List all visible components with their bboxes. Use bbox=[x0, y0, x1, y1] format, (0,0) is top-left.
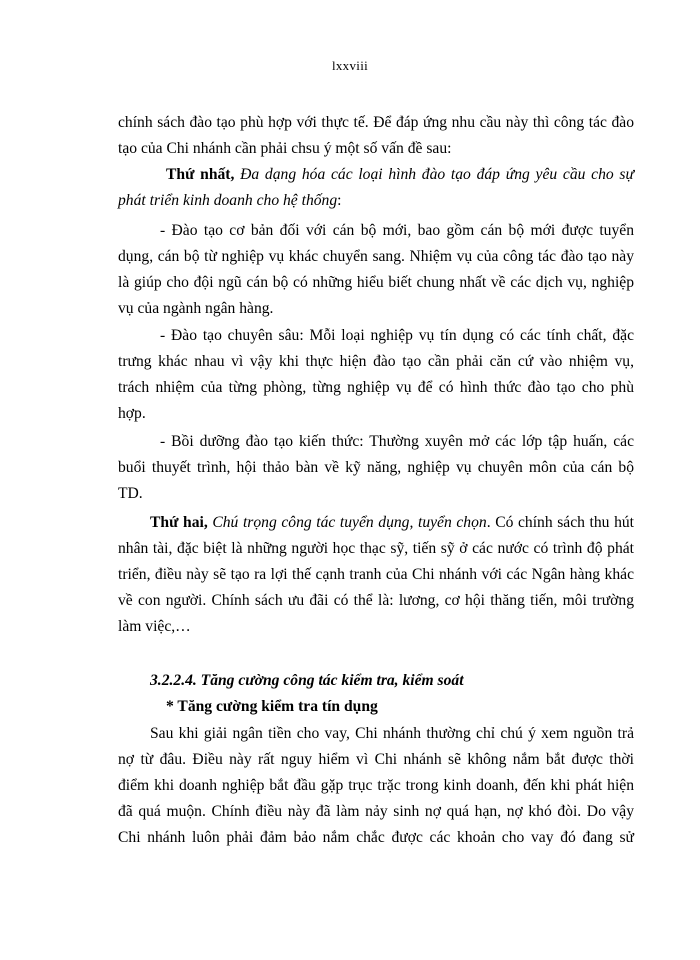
text-line: là giúp cho đội ngũ cán bộ có những hiểu biết chung nhất về các dịch vụ, nghiệp bbox=[118, 274, 634, 291]
point-title: Chú trọng công tác tuyển dụng, tuyển chọn bbox=[207, 514, 487, 531]
text-line: hợp. bbox=[118, 405, 146, 422]
text-line: - Đào tạo cơ bản đối với cán bộ mới, bao gồm cán bộ mới được tuyển bbox=[160, 222, 634, 239]
subheading: * Tăng cường kiểm tra tín dụng bbox=[166, 698, 378, 715]
section-heading: 3.2.2.4. Tăng cường công tác kiểm tra, kiểm soát bbox=[150, 672, 464, 689]
text-line: nợ từ đâu. Điều này rất nguy hiểm vì Chi nhánh sẽ không nắm bắt được thời bbox=[118, 751, 634, 768]
text-line: - Đào tạo chuyên sâu: Mỗi loại nghiệp vụ tín dụng có các tính chất, đặc bbox=[160, 327, 634, 344]
page-number: lxxviii bbox=[331, 58, 369, 73]
text-line: đã quá muộn. Chính điều này đã làm nảy sinh nợ quá hạn, nợ khó đòi. Do vậy bbox=[118, 803, 634, 820]
text-line: TD. bbox=[118, 485, 143, 502]
point-title-cont: phát triển kinh doanh cho hệ thống bbox=[118, 192, 338, 209]
text-line: làm việc,… bbox=[118, 618, 191, 635]
point-label: Thứ hai, bbox=[150, 514, 208, 531]
text-line: Sau khi giải ngân tiền cho vay, Chi nhánh thường chỉ chú ý xem nguồn trả bbox=[150, 725, 634, 742]
text-line: trách nhiệm của từng phòng, từng nghiệp vụ để có hình thức đào tạo cho phù bbox=[118, 379, 634, 396]
text-line: trưng khác nhau vì vậy khi thực hiện đào tạo cần phải căn cứ vào nhiệm vụ, bbox=[118, 353, 634, 370]
text-line: điểm khi doanh nghiệp bắt đầu gặp trục trặc trong kinh doanh, đến khi phát hiện bbox=[118, 777, 634, 794]
text-line: dụng, cán bộ từ nghiệp vụ khác chuyển sang. Nhiệm vụ của công tác đào tạo này bbox=[118, 248, 634, 265]
text-line: buổi thuyết trình, hội thảo bàn về kỹ năng, nghiệp vụ chuyên môn của cán bộ bbox=[118, 459, 634, 476]
text-line: nhân tài, đặc biệt là những người học thạc sỹ, tiến sỹ ở các nước có trình độ phát bbox=[118, 540, 634, 557]
point-title: Đa dạng hóa các loại hình đào tạo đáp ứng yêu cầu cho sự bbox=[234, 166, 634, 183]
text-line: tạo của Chi nhánh cần phải chsu ý một số vấn đề sau: bbox=[118, 140, 452, 157]
text-line: triển, điều này sẽ tạo ra lợi thế cạnh tranh của Chi nhánh với các Ngân hàng khác bbox=[118, 566, 634, 583]
text-line bbox=[150, 510, 634, 536]
text-line: về con người. Chính sách ưu đãi có thể là: lương, cơ hội thăng tiến, môi trường bbox=[118, 592, 634, 609]
colon: : bbox=[337, 192, 342, 209]
text-line: - Bồi dưỡng đào tạo kiến thức: Thường xuyên mở các lớp tập huấn, các bbox=[160, 433, 634, 450]
text-line: chính sách đào tạo phù hợp với thực tế. Để đáp ứng nhu cầu này thì công tác đào bbox=[118, 114, 634, 131]
text-run: . Có chính sách thu hút bbox=[486, 514, 635, 531]
text-line bbox=[166, 162, 634, 188]
text-line: vụ của ngành ngân hàng. bbox=[118, 300, 274, 317]
text-line bbox=[118, 188, 634, 214]
point-label: Thứ nhất, bbox=[166, 166, 235, 183]
text-line: Chi nhánh luôn phải đảm bảo nắm chắc được các khoản cho vay đó đang sử bbox=[118, 829, 634, 846]
